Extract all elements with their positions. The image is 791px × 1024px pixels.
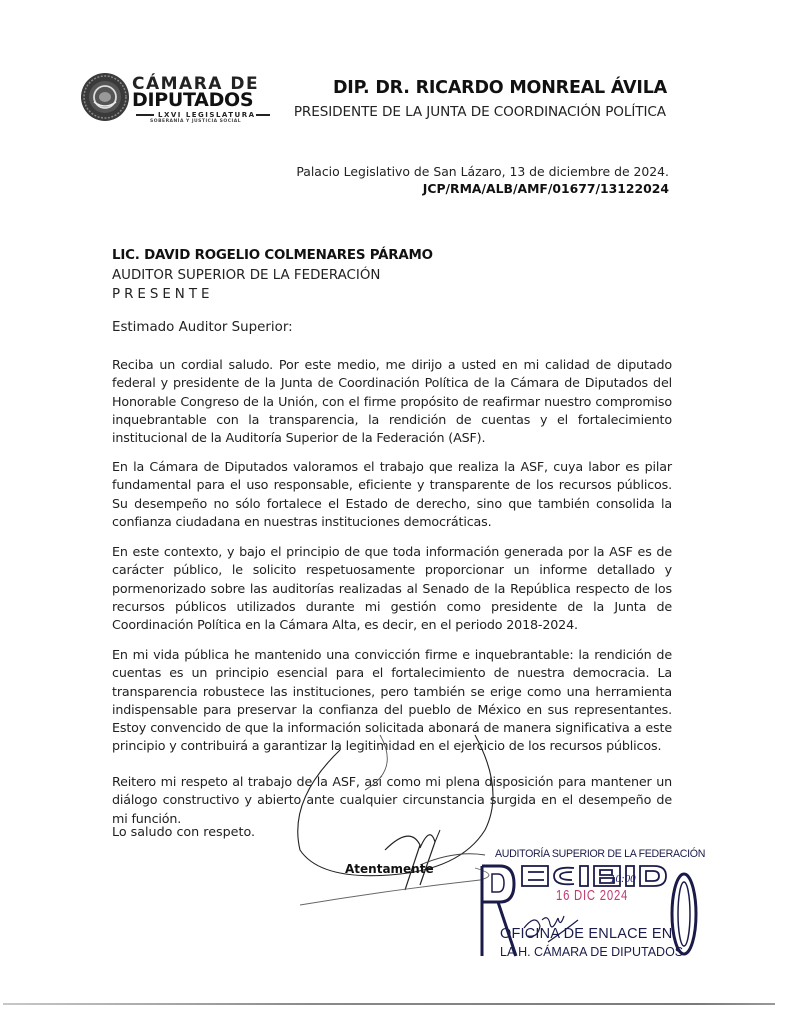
body-paragraph: Reciba un cordial saludo. Por este medio, me dirijo a usted en mi calidad de diputado federal y presidente de la Junta de Coordinación Política de la Cámara de Diputados del Honorable Congreso de la Unión, con el firme propósito de reafirmar nuestro compromiso inquebrantable con la transparencia, la rendición de cuentas y el fortalecimiento institucional de la Auditoría Superior de la Federación (ASF). bbox=[112, 357, 672, 446]
addressee-present: PRESENTE bbox=[112, 287, 214, 302]
stamp-office-line-1: OFICINA DE ENLACE EN bbox=[500, 926, 673, 942]
logo-text-motto: SOBERANÍA Y JUSTICIA SOCIAL bbox=[150, 119, 242, 124]
stamp-date: 16 DIC 2024 bbox=[556, 888, 629, 904]
logo-divider-right bbox=[256, 114, 270, 116]
logo-text-diputados: DIPUTADOS bbox=[132, 89, 254, 111]
addressee-name: LIC. DAVID ROGELIO COLMENARES PÁRAMO bbox=[112, 248, 433, 263]
body-paragraph: En este contexto, y bajo el principio de que toda información generada por la ASF es de carácter público, le solicito respetuosamente proporcionar un informe detallado y pormenorizado sobre las auditorías realizadas al Senado de la República respecto de los recursos públicos utilizados durante mi gestión como presidente de la Junta de Coordinación Política en la Cámara Alta, es decir, en el periodo 2018-2024. bbox=[112, 544, 672, 633]
signature-label: Atentamente bbox=[345, 862, 434, 876]
logo-divider-left bbox=[136, 114, 154, 116]
handwritten-signature-icon bbox=[270, 730, 510, 910]
closing-line: Lo saludo con respeto. bbox=[112, 824, 256, 839]
reference-number: JCP/RMA/ALB/AMF/01677/13122024 bbox=[422, 181, 669, 196]
stamp-time: 10:00 bbox=[610, 873, 636, 885]
stamp-office-line-2: LA H. CÁMARA DE DIPUTADOS bbox=[500, 945, 684, 959]
logo-text-camara: CÁMARA DE bbox=[132, 74, 260, 94]
salutation: Estimado Auditor Superior: bbox=[112, 320, 293, 335]
chamber-logo bbox=[78, 70, 268, 126]
footer-divider bbox=[3, 1003, 775, 1005]
body-paragraph: Reitero mi respeto al trabajo de la ASF, así como mi plena disposición para mantener un diálogo constructivo y abierto ante cualquier circunstancia surgida en el desempeño de mi función. bbox=[112, 774, 672, 826]
sender-title: PRESIDENTE DE LA JUNTA DE COORDINACIÓN POLÍTICA bbox=[293, 104, 666, 120]
chamber-seal-icon bbox=[80, 72, 130, 122]
body-paragraph: En mi vida pública he mantenido una convicción firme e inquebrantable: la rendición de cuentas es un principio esencial para el fortalecimiento de nuestra democracia. La transparencia robustece las instituciones, pero también se erige como una herramienta indispensable para preservar la confianza del pueblo de México en sus representantes. Estoy convencido de que la información solicitada abonará de manera significativa a este principio y contribuirá a garantizar la legitimidad en el ejercicio de los recursos públicos. bbox=[112, 647, 672, 754]
stamp-header: AUDITORÍA SUPERIOR DE LA FEDERACIÓN bbox=[495, 848, 706, 860]
logo-text-legislatura: LXVI LEGISLATURA bbox=[158, 111, 256, 119]
place-and-date: Palacio Legislativo de San Lázaro, 13 de diciembre de 2024. bbox=[296, 164, 669, 179]
sender-name: DIP. DR. RICARDO MONREAL ÁVILA bbox=[332, 78, 667, 98]
addressee-title: AUDITOR SUPERIOR DE LA FEDERACIÓN bbox=[112, 268, 381, 283]
body-paragraph: En la Cámara de Diputados valoramos el trabajo que realiza la ASF, cuya labor es pilar fundamental para el uso responsable, eficiente y transparente de los recursos públicos. Su desempeño no sólo fortalece el Estado de derecho, sino que también consolida la confianza ciudadana en nuestras instituciones democráticas. bbox=[112, 459, 672, 529]
received-stamp bbox=[478, 848, 706, 968]
